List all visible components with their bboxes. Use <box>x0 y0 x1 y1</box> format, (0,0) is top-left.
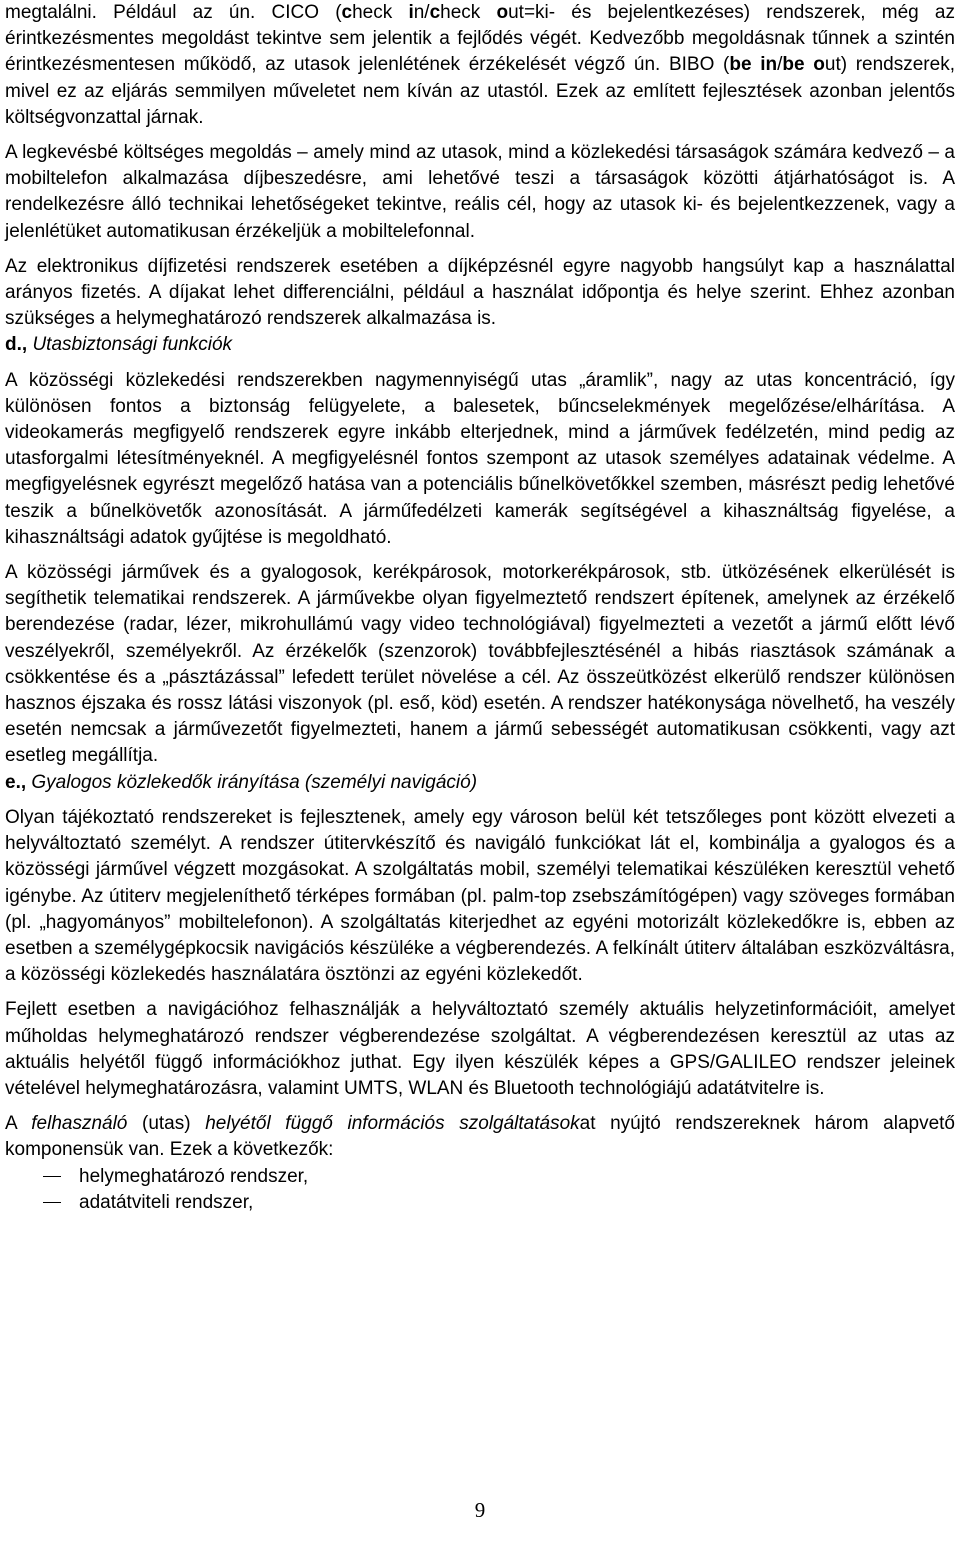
paragraph-electronic-fees: Az elektronikus díjfizetési rendszerek esetében a díjképzésnél egyre nagyobb hangsúlyt kap a használattal arányos fizetés. A díjakat lehet differenciálni, például a használat időpontja és helye szerint. Ehhez azonban szükséges a helymeghatározó rendszerek alkalmazása is. <box>5 255 955 330</box>
paragraph-collision-avoidance: A közösségi járművek és a gyalogosok, kerékpárosok, motorkerékpárosok, stb. ütközésének elkerülését is segíthetik telematikai rendszerek. A járművekbe olyan figyelmeztető rendszert építenek, amelynek az érzékelő berendezése (radar, lézer, mikrohullámú vagy video technológiával) figyelmezteti a vezetőt a jármű előtt lévő veszélyekről, személyekről. Az érzékelők (szenzorok) továbbfejlesztésénél a hibás riasztások számának a csökkentése és a „pásztázással” lefedett terület növelése a cél. Az összeütközést elkerülő rendszer különösen hasznos éjszaka és rossz látási viszonyok (pl. eső, köd) esetén. A rendszer hatékonysága növelhető, ha veszély esetén nemcsak a járművezetőt figyelmezteti, hanem a jármű sebességét automatikusan csökkenti, vagy azt esetleg megállítja. <box>5 562 955 767</box>
paragraph-cico-bibo: megtalálni. Például az ún. CICO (check in/check out=ki- és bejelentkezéses) rendszerek, még az érintkezésmentes megoldást tekintve sem jelentik a fejlődés végét. Kedvezőbb megoldásnak tűnnek a szintén érintkezésmentesen működő, az utasok jelenlétének érzékelését végző ún. BIBO (be in/be out) rendszerek, mivel ez az eljárás semmilyen műveletet nem kíván az utastól. Ezek az említett fejlesztések azonban jelentős költségvonzattal járnak. <box>5 2 955 128</box>
section-heading-d: d., Utasbiztonsági funkciók <box>5 334 233 356</box>
page-number: 9 <box>474 1498 486 1522</box>
paragraph-components-intro: A felhasználó (utas) helyétől függő információs szolgáltatásokat nyújtó rendszereknek három alapvető komponensük van. Ezek a következők: <box>5 1113 955 1161</box>
section-heading-e: e., Gyalogos közlekedők irányítása (személyi navigáció) <box>5 771 478 793</box>
document-page <box>5 0 955 1216</box>
list-item: helymeghatározó rendszer, <box>5 1164 955 1190</box>
paragraph-mobile-payment: A legkevésbé költséges megoldás – amely mind az utasok, mind a közlekedési társaságok számára kedvező – a mobiltelefon alkalmazása díjbeszedésre, ami lehetővé teszi a társaságok közötti átjárhatóságot is. A rendelkezésre álló technikai lehetőségeket tekintve, reális cél, hogy az utasok ki- és bejelentkezzenek, vagy a jelenlétüket automatikusan érzékeljük a mobiltelefonnal. <box>5 142 955 242</box>
paragraph-advanced-navigation: Fejlett esetben a navigációhoz felhasználják a helyváltoztató személy aktuális helyzetinformációit, amelyet műholdas helymeghatározó rendszer végberendezése szolgáltat. A végberendezésen keresztül az utas az aktuális helyétől függő információkhoz juthat. Egy ilyen készülék képes a GPS/GALILEO rendszer jeleinek vételével helymeghatározásra, valamint UMTS, WLAN és Bluetooth technológiájú adatátvitelre is. <box>5 999 955 1099</box>
paragraph-security: A közösségi közlekedési rendszerekben nagymennyiségű utas „áramlik”, nagy az utas koncentráció, így különösen fontos a biztonság felügyelete, a balesetek, bűncselekmények megelőzése/elhárítása. A videokamerás megfigyelő rendszerek egyre inkább elterjednek, mind a járművek fedélzetén, mind pedig az utasforgalmi létesítményeknél. A megfigyelésnél fontos szempont az utasok személyes adatainak védelme. A megfigyelésnek egyrészt megelőző hatása van a potenciális bűnelkövetőkkel szemben, másrészt pedig lehetővé teszik a bűnelkövetők azonosítását. A járműfedélzeti kamerák segítségével a kihasználtság figyelése, a kihasználtsági adatok gyűjtése is megoldható. <box>5 369 955 548</box>
list-item: adatátviteli rendszer, <box>5 1190 955 1216</box>
paragraph-navigation: Olyan tájékoztató rendszereket is fejlesztenek, amely egy városon belül két tetszőleges pont között elvezeti a helyváltoztató személyt. A rendszer útitervkészítő és navigáló funkciókat lát el, kombinálja a gyalogos és a közösségi járművel végzett mozgásokat. A szolgáltatás mobil, személyi telematikai készüléken keresztül vehető igénybe. Az útiterv megjeleníthető térképes formában (pl. palm-top zsebszámítógépen) vagy szöveges formában (pl. „hagyományos” mobiltelefonon). A szolgáltatás kiterjedhet az egyéni motorizált közlekedőkre is, ebben az esetben a személygépkocsik navigációs készüléke a végberendezés. A felkínált útiterv általában eszközváltásra, a közösségi közlekedés használatára ösztönzi az egyéni közlekedőt. <box>5 806 955 986</box>
dash-bullet-icon <box>43 1202 61 1204</box>
dash-bullet-icon <box>43 1176 61 1178</box>
component-list <box>5 1164 955 1216</box>
